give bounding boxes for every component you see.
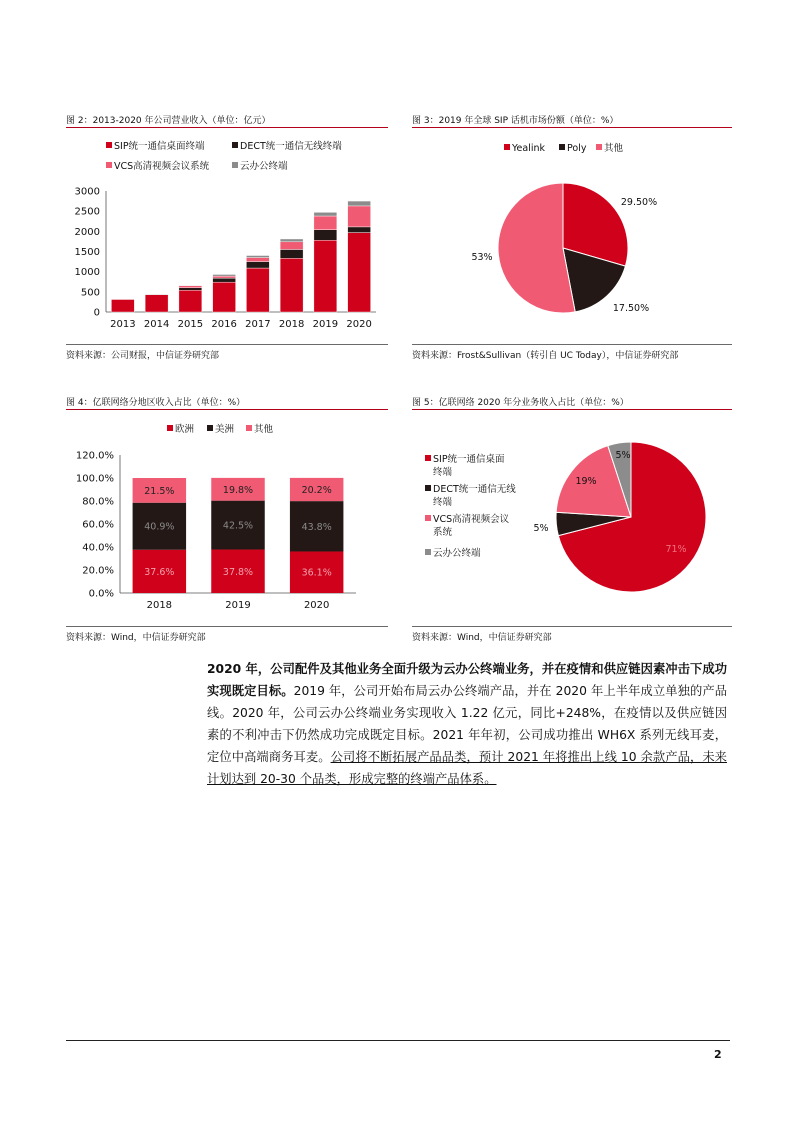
fig2-bar-2013-s0 <box>111 299 134 312</box>
fig4-legend-label-0: 欧洲 <box>175 424 195 435</box>
fig4-legend-label-2: 其他 <box>254 424 274 435</box>
fig3-legend-label-1: Poly <box>567 143 587 154</box>
fig2-chart <box>66 130 388 340</box>
fig2-title-rule <box>66 127 388 128</box>
fig2-bar-2020-s0 <box>348 233 371 312</box>
fig4-bar-label-2020-s0: 36.1% <box>301 567 332 579</box>
fig3-title-rule <box>412 127 732 128</box>
fig4-legend-label-1: 美洲 <box>215 424 235 435</box>
fig2-xtick-2020: 2020 <box>346 319 372 330</box>
fig3-slice-label-1: 17.50% <box>612 303 650 314</box>
fig2-bar-2016-s3 <box>213 274 236 276</box>
fig2-bar-2015-s2 <box>179 286 202 288</box>
fig3-slice-label-2: 53% <box>471 252 493 263</box>
fig4-source-rule <box>66 626 388 627</box>
fig2-title: 图 2：2013-2020 年公司营业收入（单位：亿元） <box>66 116 271 126</box>
fig2-bar-2017-s2 <box>246 258 269 262</box>
fig2-bar-2020-s2 <box>348 206 371 227</box>
fig2-ytick-5: 2500 <box>74 206 100 218</box>
fig3-legend-swatch-2 <box>596 144 602 150</box>
fig2-bar-2015-s0 <box>179 290 202 312</box>
fig2-xtick-2018: 2018 <box>278 319 305 330</box>
fig2-bar-2018-s2 <box>280 242 303 250</box>
fig5-legend-swatch-2 <box>425 515 431 521</box>
fig5-title-rule <box>412 409 732 410</box>
fig2-bar-2020-s1 <box>348 227 371 233</box>
fig3-chart <box>412 130 732 340</box>
fig5-chart <box>412 412 732 622</box>
fig5-legend-label-0-1: 终端 <box>433 467 453 478</box>
fig5-legend-swatch-0 <box>425 455 431 461</box>
fig2-legend-label-3: 云办公终端 <box>240 161 288 172</box>
fig2-legend-label-1: DECT统一通信无线终端 <box>240 141 342 152</box>
fig5-legend-label-2-1: 系统 <box>433 527 453 538</box>
fig4-source: 资料来源：Wind，中信证券研究部 <box>66 633 206 643</box>
para-bold-lead: 2020 年，公司配件及其他业务全面升级为云办公终端业务，并在疫情和供应链因素冲击下成功实现既定目标。 <box>207 662 727 698</box>
fig2-bar-2017-s0 <box>246 268 269 312</box>
fig5-source-rule <box>412 626 732 627</box>
fig3-title: 图 3：2019 年全球 SIP 话机市场份额（单位：%） <box>412 116 619 126</box>
fig5-legend-label-1-1: 终端 <box>433 497 453 508</box>
fig2-ytick-6: 3000 <box>74 186 100 198</box>
fig2-legend-label-0: SIP统一通信桌面终端 <box>114 141 205 152</box>
fig3-source: 资料来源：Frost&Sullivan（转引自 UC Today），中信证券研究部 <box>412 351 679 361</box>
fig2-xtick-2013: 2013 <box>110 319 136 330</box>
fig3-legend-swatch-1 <box>559 144 565 150</box>
fig3-legend-label-0: Yealink <box>512 143 546 154</box>
fig4-legend-swatch-2 <box>246 425 252 431</box>
fig4-ytick-1: 20.0% <box>82 565 114 577</box>
fig4-bar-label-2020-s1: 43.8% <box>301 521 332 533</box>
fig2-legend-label-2: VCS高清视频会议系统 <box>114 161 210 172</box>
fig3-slice-label-0: 29.50% <box>620 197 658 208</box>
fig4-bar-label-2018-s1: 40.9% <box>144 521 175 533</box>
fig2-xtick-2014: 2014 <box>143 319 170 330</box>
fig4-ytick-4: 80.0% <box>82 496 114 508</box>
fig5-slice-label-0: 71% <box>665 544 687 555</box>
fig2-source-rule <box>66 344 388 345</box>
fig5-legend-label-3-0: 云办公终端 <box>433 548 481 559</box>
fig4-ytick-3: 60.0% <box>82 519 114 531</box>
fig2-bar-2016-s1 <box>213 278 236 282</box>
fig4-xtick-2020: 2020 <box>303 600 330 611</box>
fig2-bar-2018-s0 <box>280 258 303 312</box>
fig2-legend-swatch-2 <box>106 162 112 168</box>
fig3-legend-swatch-0 <box>504 144 510 150</box>
fig4-legend-swatch-1 <box>207 425 213 431</box>
fig4-title: 图 4：亿联网络分地区收入占比（单位：%） <box>66 398 246 408</box>
fig5-legend-swatch-1 <box>425 485 431 491</box>
fig2-bar-2017-s3 <box>246 256 269 258</box>
fig2-bar-2020-s3 <box>348 201 371 206</box>
fig4-xtick-2019: 2019 <box>225 600 251 611</box>
fig4-bar-label-2019-s1: 42.5% <box>222 520 254 532</box>
fig5-slice-label-1: 5% <box>533 523 549 534</box>
fig2-bar-2018-s3 <box>280 239 303 242</box>
fig2-bar-2019-s1 <box>314 230 337 240</box>
fig2-bar-2014-s0 <box>145 295 168 312</box>
fig2-bar-2016-s2 <box>213 276 236 278</box>
fig5-title: 图 5：亿联网络 2020 年分业务收入占比（单位：%） <box>412 398 629 408</box>
fig5-slice-label-3: 5% <box>615 450 631 461</box>
fig4-xtick-2018: 2018 <box>146 600 173 611</box>
fig2-bar-2017-s1 <box>246 262 269 268</box>
fig4-ytick-6: 120.0% <box>75 450 114 462</box>
fig4-ytick-0: 0.0% <box>88 588 114 600</box>
fig3-source-rule <box>412 344 732 345</box>
fig2-ytick-1: 500 <box>80 287 100 299</box>
body-paragraph <box>207 658 727 790</box>
fig5-legend-swatch-3 <box>425 549 431 555</box>
footer-rule <box>66 1040 730 1041</box>
fig2-xtick-2016: 2016 <box>211 319 237 330</box>
fig4-title-rule <box>66 409 388 410</box>
fig4-bar-label-2019-s2: 19.8% <box>222 484 254 496</box>
fig2-xtick-2017: 2017 <box>245 319 271 330</box>
fig5-legend-label-2-0: VCS高清视频会议 <box>433 514 510 525</box>
fig2-ytick-4: 2000 <box>74 226 100 238</box>
fig4-bar-label-2020-s2: 20.2% <box>301 485 332 496</box>
fig4-ytick-5: 100.0% <box>75 473 114 485</box>
fig4-chart <box>66 412 388 622</box>
fig2-xtick-2015: 2015 <box>177 319 204 330</box>
fig4-legend-swatch-0 <box>167 425 173 431</box>
fig4-bar-label-2018-s0: 37.6% <box>144 566 175 578</box>
fig5-legend-label-1-0: DECT统一通信无线 <box>433 484 516 495</box>
fig3-legend-label-2: 其他 <box>604 143 624 154</box>
para-text: 2019 年，公司开始布局云办公终端产品，并在 2020 年上半年成立单独的产品线。2020 年，公司云办公终端业务实现收入 1.22 亿元，同比+248%，在疫情以及供应链因素的不利冲击下仍然成功完成既定目标。2021 年年初，公司成功推出 WH6X 系列无线耳麦，定位中高端商务耳麦。 <box>207 684 727 764</box>
fig2-xtick-2019: 2019 <box>312 319 339 330</box>
fig2-source: 资料来源：公司财报，中信证券研究部 <box>66 351 220 361</box>
fig2-bar-2018-s1 <box>280 249 303 258</box>
fig4-bar-label-2018-s2: 21.5% <box>144 485 175 497</box>
fig2-bar-2019-s3 <box>314 212 337 216</box>
fig5-legend-label-0-0: SIP统一通信桌面 <box>433 454 505 465</box>
fig2-legend-swatch-1 <box>232 142 238 148</box>
fig4-ytick-2: 40.0% <box>82 542 114 554</box>
para-underlined: 公司将不断拓展产品品类，预计 2021 年将推出上线 10 余款产品，未来计划达到 20-30 个品类，形成完整的终端产品体系。 <box>207 750 727 786</box>
fig2-ytick-2: 1000 <box>74 267 100 279</box>
fig2-legend-swatch-0 <box>106 142 112 148</box>
fig2-bar-2019-s0 <box>314 240 337 312</box>
fig2-bar-2015-s1 <box>179 288 202 290</box>
fig4-bar-label-2019-s0: 37.8% <box>222 566 254 578</box>
fig2-ytick-0: 0 <box>93 307 100 319</box>
fig5-slice-label-2: 19% <box>575 476 597 487</box>
fig2-bar-2016-s0 <box>213 282 236 312</box>
fig2-bar-2019-s2 <box>314 216 337 230</box>
fig2-ytick-3: 1500 <box>74 247 100 258</box>
page-number: 2 <box>714 1048 722 1061</box>
fig2-legend-swatch-3 <box>232 162 238 168</box>
fig5-source: 资料来源：Wind，中信证券研究部 <box>412 633 552 643</box>
